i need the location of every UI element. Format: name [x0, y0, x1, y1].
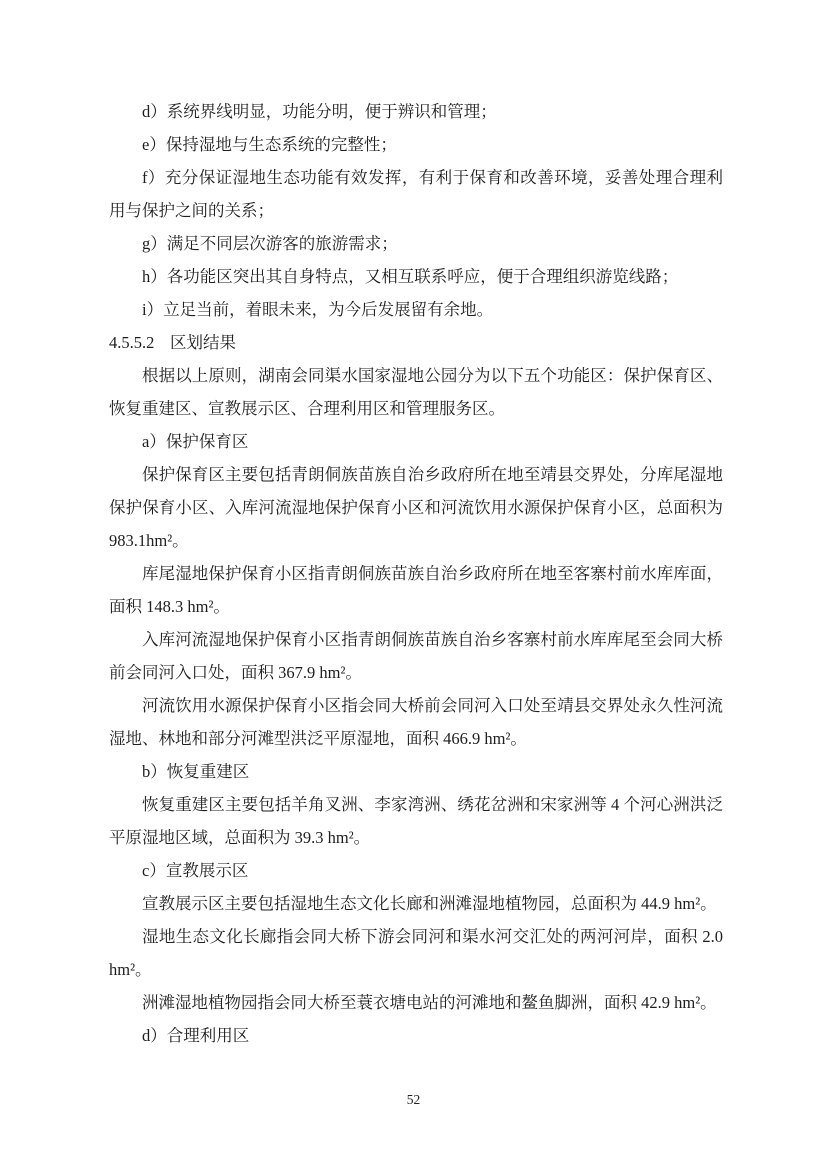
- list-item-i-principle: i）立足当前，着眼未来，为今后发展留有余地。: [142, 300, 494, 319]
- paragraph-drinking-water-subzone: 河流饮用水源保护保育小区指会同大桥前会同河入口处至靖县交界处永久性河流湿地、林地和部分河滩型洪泛平原湿地，面积 466.9 hm²。: [109, 696, 723, 748]
- list-item-g-principle: g）满足不同层次游客的旅游需求；: [142, 234, 398, 253]
- page-number: 52: [406, 1092, 421, 1107]
- document-body: [109, 95, 723, 1052]
- paragraph-culture-corridor: 湿地生态文化长廊指会同大桥下游会同河和渠水河交汇处的两河河岸，面积 2.0 hm²。: [109, 927, 723, 979]
- section-heading: [109, 326, 723, 359]
- paragraph-conservation-zone: 保护保育区主要包括青朗侗族苗族自治乡政府所在地至靖县交界处，分库尾湿地保护保育小区、入库河流湿地保护保育小区和河流饮用水源保护保育小区，总面积为983.1hm²。: [109, 465, 723, 550]
- list-item-h-principle: h）各功能区突出其自身特点，又相互联系呼应，便于合理组织游览线路；: [142, 267, 679, 286]
- section-number: 4.5.5.2: [109, 333, 155, 352]
- list-item-f-principle: f）充分保证湿地生态功能有效发挥，有利于保育和改善环境，妥善处理合理利用与保护之间的关系；: [109, 168, 723, 220]
- paragraph-education-zone: 宣教展示区主要包括湿地生态文化长廊和洲滩湿地植物园，总面积为 44.9 hm²。: [142, 894, 717, 913]
- list-item-e-principle: e）保持湿地与生态系统的完整性；: [142, 135, 397, 154]
- page-footer: [0, 1091, 827, 1109]
- list-item-d-utilization-zone: d）合理利用区: [142, 1026, 250, 1045]
- list-item-d-principle: d）系统界线明显，功能分明，便于辨识和管理；: [142, 102, 497, 121]
- list-item-b-restoration-zone: b）恢复重建区: [142, 762, 250, 781]
- paragraph-reservoir-tail-subzone: 库尾湿地保护保育小区指青朗侗族苗族自治乡政府所在地至客寨村前水库库面，面积 148.3 hm²。: [109, 564, 723, 616]
- paragraph-botanical-garden: 洲滩湿地植物园指会同大桥至蓑衣塘电站的河滩地和鳌鱼脚洲，面积 42.9 hm²。: [142, 993, 717, 1012]
- list-item-c-education-zone: c）宣教展示区: [142, 861, 249, 880]
- paragraph-inflow-river-subzone: 入库河流湿地保护保育小区指青朗侗族苗族自治乡客寨村前水库库尾至会同大桥前会同河入口处，面积 367.9 hm²。: [109, 630, 723, 682]
- paragraph-zoning-overview: 根据以上原则，湖南会同渠水国家湿地公园分为以下五个功能区：保护保育区、恢复重建区、宣教展示区、合理利用区和管理服务区。: [109, 366, 723, 418]
- list-item-a-conservation-zone: a）保护保育区: [142, 432, 249, 451]
- paragraph-restoration-zone: 恢复重建区主要包括羊角叉洲、李家湾洲、绣花岔洲和宋家洲等 4 个河心洲洪泛平原湿地区域，总面积为 39.3 hm²。: [109, 795, 723, 847]
- section-title: 区划结果: [170, 333, 237, 352]
